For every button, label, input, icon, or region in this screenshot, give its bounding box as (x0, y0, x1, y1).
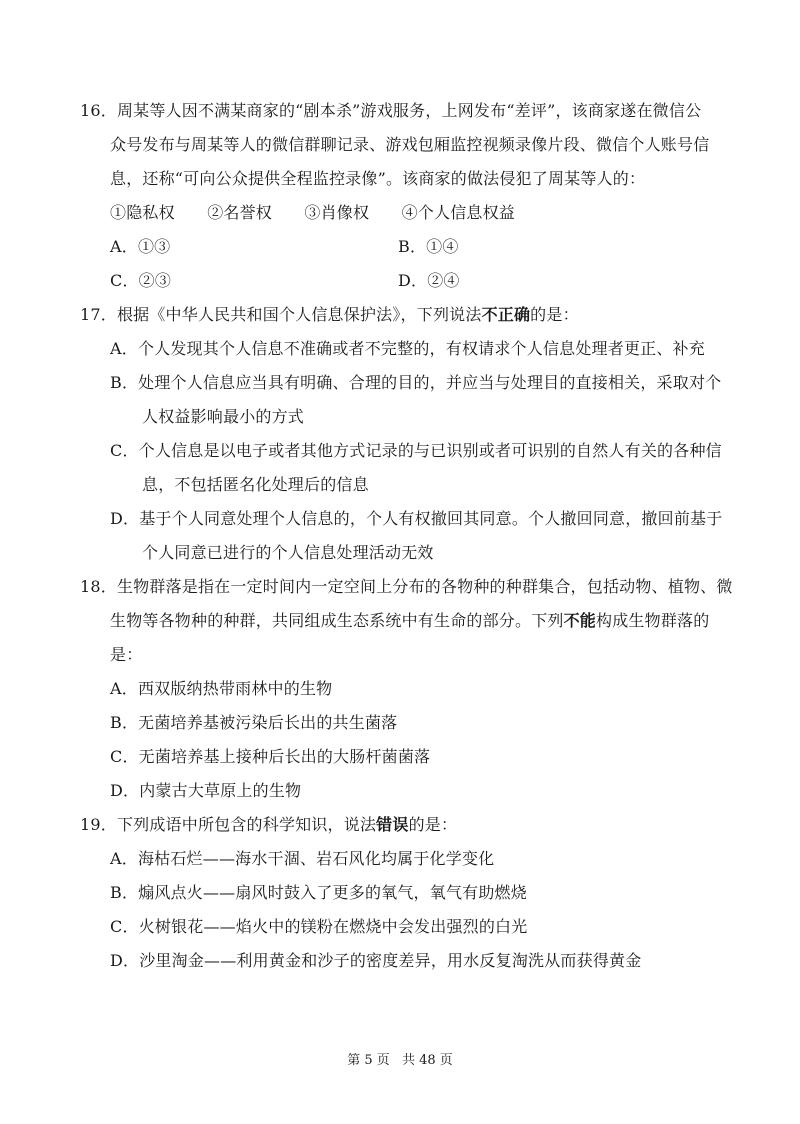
q16-option-d: D．②④ (398, 271, 460, 290)
q17-option-c-cont: 息，不包括匿名化处理后的信息 (142, 475, 369, 494)
q19-option-d: D．沙里淘金——利用黄金和沙子的密度差异，用水反复淘洗从而获得黄金 (110, 951, 642, 970)
q17-option-c: C．个人信息是以电子或者其他方式记录的与已识别或者可识别的自然人有关的各种信 (110, 441, 722, 460)
q16-choices: ①隐私权 ②名誉权 ③肖像权 ④个人信息权益 (110, 203, 516, 222)
q19-stem (80, 814, 457, 836)
q17-stem-emphasis: 不正确 (481, 305, 531, 324)
q18-option-d: D．内蒙古大草原上的生物 (110, 781, 302, 800)
page-footer (0, 1052, 800, 1070)
q16-stem-line-2: 众号发布与周某等人的微信群聊记录、游戏包厢监控视频录像片段、微信个人账号信 (110, 135, 710, 154)
q17-stem (80, 304, 579, 326)
q19-option-b: B．煽风点火——扇风时鼓入了更多的氧气，氧气有助燃烧 (110, 883, 527, 902)
page-number: 第 5 页 (347, 1053, 390, 1068)
q16-option-c: C．②③ (110, 271, 172, 290)
q18-stem-line-1: 18．生物群落是指在一定时间内一定空间上分布的各物种的种群集合，包括动物、植物、微 (80, 577, 733, 596)
q17-option-b: B．处理个人信息应当具有明确、合理的目的，并应当与处理目的直接相关，采取对个 (110, 373, 722, 392)
q16-option-a: A．①③ (110, 237, 171, 256)
q18-option-a: A．西双版纳热带雨林中的生物 (110, 679, 333, 698)
page-total: 共 48 页 (401, 1053, 453, 1068)
q17-option-d: D．基于个人同意处理个人信息的，个人有权撤回其同意。个人撤回同意，撤回前基于 (110, 509, 723, 528)
q19-option-c: C．火树银花——焰火中的镁粉在燃烧中会发出强烈的白光 (110, 917, 528, 936)
q17-option-a: A．个人发现其个人信息不准确或者不完整的，有权请求个人信息处理者更正、补充 (110, 339, 705, 358)
q16-stem-line-3: 息，还称“可向公众提供全程监控录像”。该商家的做法侵犯了周某等人的： (110, 169, 646, 188)
q18-stem-line-3: 是： (110, 645, 143, 664)
q19-stem-emphasis: 错误 (376, 815, 409, 834)
q18-stem-line-2-post: 构成生物群落的 (596, 611, 710, 630)
q17-option-d-cont: 个人同意已进行的个人信息处理活动无效 (142, 543, 434, 562)
q17-option-b-cont: 人权益影响最小的方式 (142, 407, 305, 426)
q18-stem-emphasis: 不能 (563, 611, 597, 630)
q19-option-a: A．海枯石烂——海水干涸、岩石风化均属于化学变化 (110, 849, 495, 868)
q16-stem-line-1: 16．周某等人因不满某商家的“剧本杀”游戏服务，上网发布“差评”，该商家遂在微信公 (80, 101, 702, 120)
q16-option-b: B．①④ (398, 237, 459, 256)
q17-stem-pre: 17．根据《中华人民共和国个人信息保护法》，下列说法 (80, 305, 482, 324)
q17-stem-post: 的是： (530, 305, 579, 324)
q19-stem-post: 的是： (408, 815, 458, 834)
q18-option-c: C．无菌培养基上接种后长出的大肠杆菌菌落 (110, 747, 431, 766)
q19-stem-pre: 19．下列成语中所包含的科学知识，说法 (80, 815, 377, 834)
q18-stem-line-2-pre: 生物等各物种的种群，共同组成生态系统中有生命的部分。下列 (110, 611, 564, 630)
q18-option-b: B．无菌培养基被污染后长出的共生菌落 (110, 713, 398, 732)
q18-stem-line-2 (110, 610, 709, 632)
